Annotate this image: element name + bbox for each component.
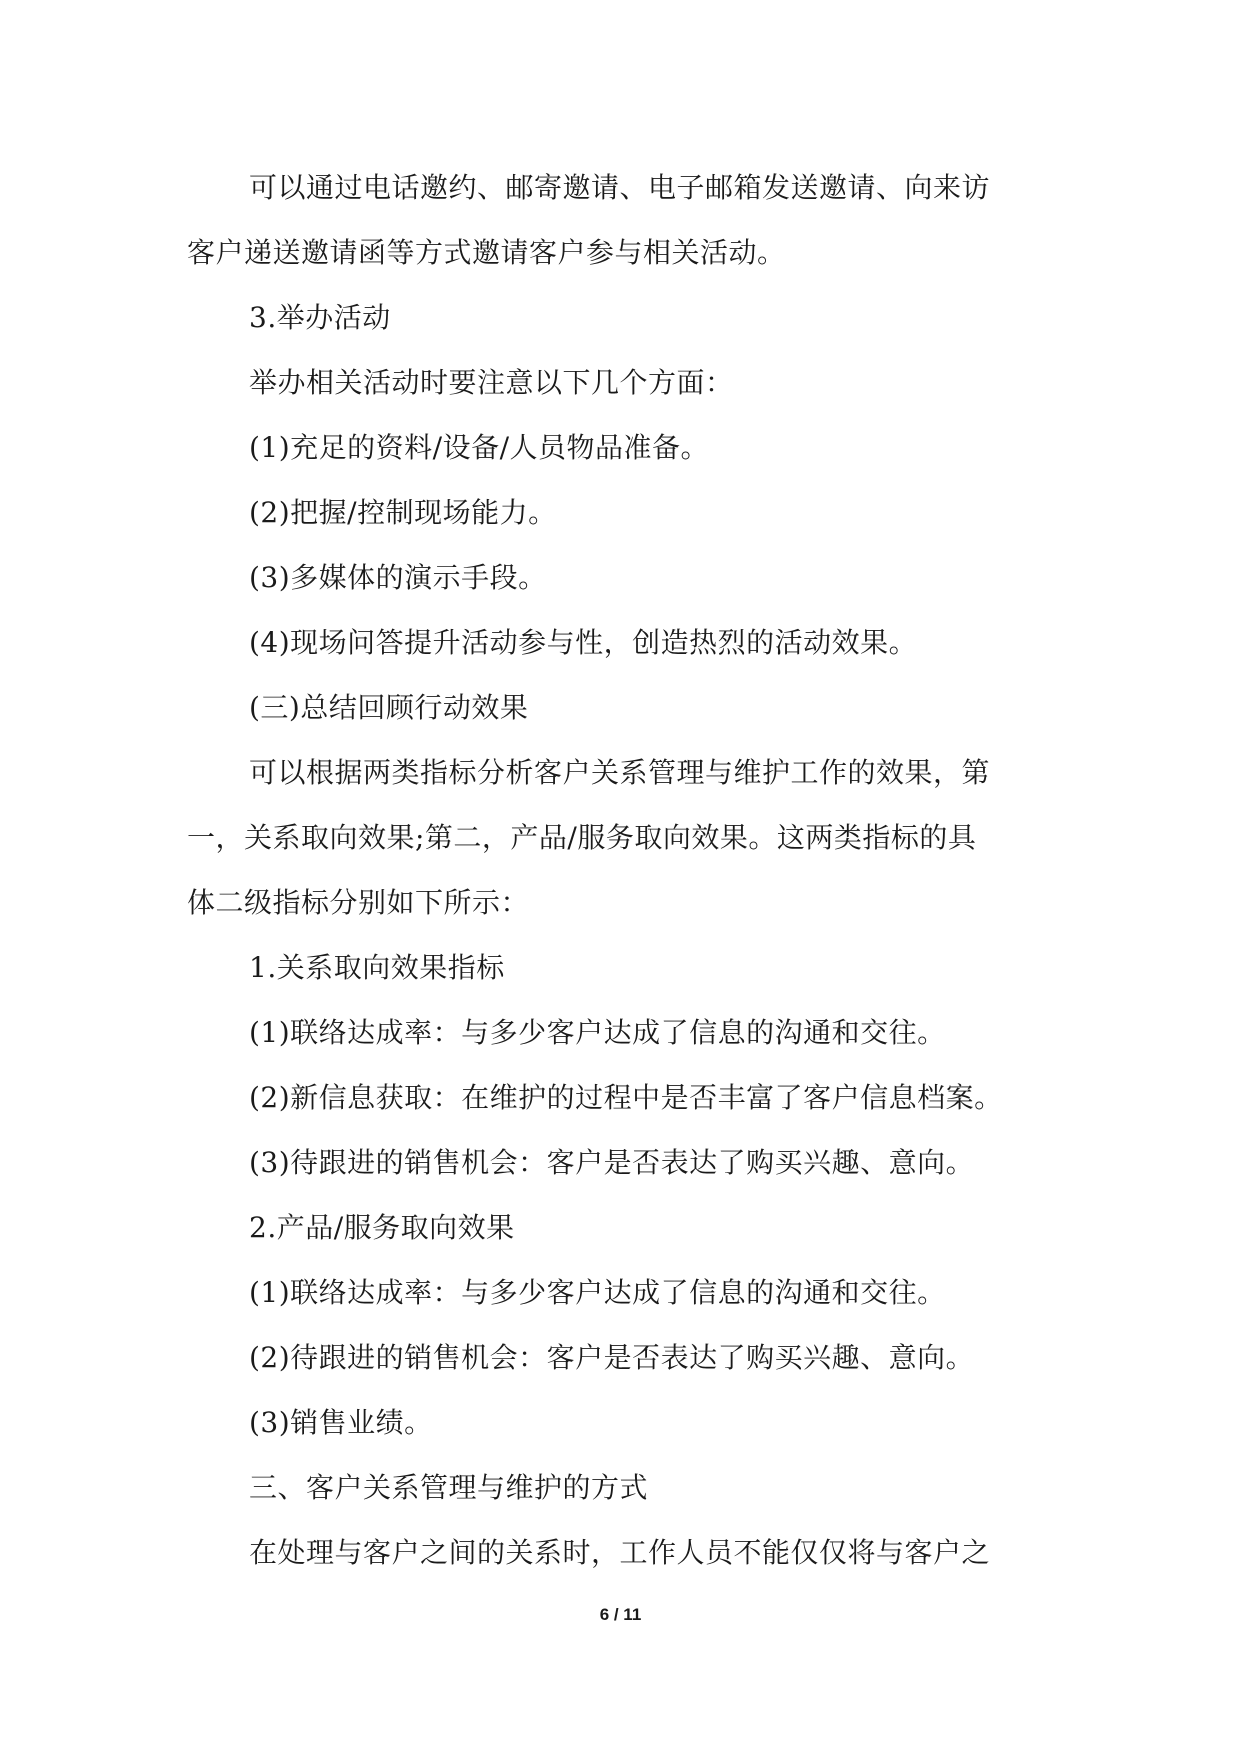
text-line: (2)把握/控制现场能力。 [249, 496, 557, 529]
document-body [187, 155, 1067, 1585]
text-line: 一，关系取向效果;第二，产品/服务取向效果。这两类指标的具 [187, 821, 977, 854]
text-line: 体二级指标分别如下所示： [187, 886, 530, 919]
text-line: 举办相关活动时要注意以下几个方面： [249, 366, 734, 399]
text-line: (4)现场问答提升活动参与性，创造热烈的活动效果。 [249, 626, 918, 659]
text-line: (2)新信息获取：在维护的过程中是否丰富了客户信息档案。 [249, 1081, 1003, 1114]
text-line: (三)总结回顾行动效果 [249, 691, 529, 724]
text-line: (3)多媒体的演示手段。 [249, 561, 547, 594]
text-line: 可以根据两类指标分析客户关系管理与维护工作的效果，第 [249, 756, 991, 789]
text-line: (3)待跟进的销售机会：客户是否表达了购买兴趣、意向。 [249, 1146, 975, 1179]
text-line: 3.举办活动 [249, 301, 391, 334]
text-line: 三、客户关系管理与维护的方式 [249, 1471, 649, 1504]
text-line: (1)充足的资料/设备/人员物品准备。 [249, 431, 710, 464]
text-line: 1.关系取向效果指标 [249, 951, 505, 984]
text-line: (1)联络达成率：与多少客户达成了信息的沟通和交往。 [249, 1016, 946, 1049]
page-number: 6 / 11 [599, 1605, 642, 1624]
text-line: 在处理与客户之间的关系时，工作人员不能仅仅将与客户之 [249, 1536, 991, 1569]
text-line: 可以通过电话邀约、邮寄邀请、电子邮箱发送邀请、向来访 [249, 171, 991, 204]
text-line: 客户递送邀请函等方式邀请客户参与相关活动。 [187, 236, 786, 269]
text-line: (1)联络达成率：与多少客户达成了信息的沟通和交往。 [249, 1276, 946, 1309]
text-line: (3)销售业绩。 [249, 1406, 433, 1439]
text-line: (2)待跟进的销售机会：客户是否表达了购买兴趣、意向。 [249, 1341, 975, 1374]
text-line: 2.产品/服务取向效果 [249, 1211, 515, 1244]
